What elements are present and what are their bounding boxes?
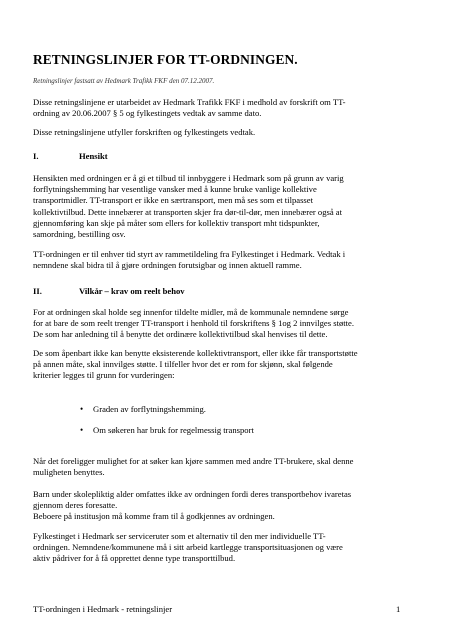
text-line: Barn under skolepliktig alder omfattes ikke av ordningen fordi deres transportbehov ivaretas (33, 489, 352, 499)
text-line: ordning av 20.06.2007 § 5 og fylkestingets vedtak av samme dato. (33, 108, 262, 119)
text-line: De som har anledning til å benytte det ordinære kollektivtilbud skal henvises til dette. (33, 329, 328, 340)
list-item (80, 425, 254, 435)
text-line: gjennom deres foresatte. (33, 500, 118, 511)
section-2-paragraph-5 (33, 531, 399, 565)
text-line: gjennomføring kan skje på måter som ellers for kollektiv transport mht tidspunkter, (33, 217, 320, 228)
list-item-text: Om søkeren har bruk for regelmessig transport (93, 425, 254, 435)
section-1-paragraph-2 (33, 249, 399, 271)
section-number: II. (33, 286, 42, 296)
page-number: 1 (396, 604, 401, 614)
section-2-paragraph-4 (33, 489, 399, 523)
text-line: forflytningshemming har vesentlige vansker med å kunne bruke vanlige kollektive (33, 184, 317, 195)
intro-paragraph-1 (33, 97, 399, 119)
section-2-paragraph-2 (33, 348, 399, 382)
text-line: ordningen. Nemndene/kommunene må i sitt arbeid kartlegge transportsituasjonen og være (33, 542, 343, 553)
text-line: muligheten benyttes. (33, 467, 105, 478)
bullet-icon: • (80, 404, 84, 414)
intro-paragraph-2 (33, 127, 399, 138)
section-2-paragraph-1 (33, 307, 399, 341)
section-1-paragraph-1 (33, 173, 399, 240)
text-line: samordning, bestilling osv. (33, 229, 126, 240)
text-line: aktiv pådriver for å få opprettet denne type transporttilbud. (33, 553, 236, 564)
document-title: RETNINGSLINJER FOR TT-ORDNINGEN. (33, 52, 298, 67)
list-item-text: Graden av forflytningshemming. (93, 404, 206, 414)
text-line: TT-ordningen er til enhver tid styrt av rammetildeling fra Fylkestinget i Hedmark. Vedtak i (33, 249, 346, 259)
text-line: transportmidler. TT-transport er ikke en særtransport, men må ses som et tilpasset (33, 195, 313, 206)
text-line: nemndene skal bidra til å gjøre ordningen forutsigbar og innen aktuell ramme. (33, 260, 302, 271)
section-2-heading (33, 286, 185, 296)
section-title: Vilkår – krav om reelt behov (79, 286, 185, 296)
text-line: Beboere på institusjon må komme fram til å godkjennes av ordningen. (33, 511, 275, 522)
footer-text: TT-ordningen i Hedmark - retningslinjer (33, 604, 173, 614)
text-line: Når det foreligger mulighet for at søker kan kjøre sammen med andre TT-brukere, skal denne (33, 456, 354, 466)
text-line: på annen måte, skal innvilges støtte. I tilfeller hvor det er rom for skjønn, skal følgende (33, 359, 333, 370)
text-line: kriterier legges til grunn for vurderingen: (33, 370, 175, 381)
text-line: Hensikten med ordningen er å gi et tilbud til innbyggere i Hedmark som på grunn av varig (33, 173, 344, 183)
section-number: I. (33, 151, 39, 161)
text-line: kollektivtilbud. Dette innebærer at transporten skjer fra dør-til-dør, men innebærer også at (33, 206, 343, 217)
list-item (80, 404, 206, 414)
text-line: for at bare de som reelt trenger TT-transport i henhold til forskriftens § 1og 2 innvilges støtte. (33, 318, 354, 329)
section-1-heading (33, 151, 108, 161)
section-2-paragraph-3 (33, 456, 399, 478)
section-title: Hensikt (79, 151, 108, 161)
text-line: Fylkestinget i Hedmark ser serviceruter som et alternativ til den mer individuelle TT- (33, 531, 326, 541)
document-subtitle: Retningslinjer fastsatt av Hedmark Trafikk FKF den 07.12.2007. (33, 77, 215, 85)
text-line: De som åpenbart ikke kan benytte eksisterende kollektivtransport, eller ikke får transportstøtte (33, 348, 358, 358)
text-line: Disse retningslinjene utfyller forskriften og fylkestingets vedtak. (33, 127, 256, 137)
text-line: For at ordningen skal holde seg innenfor tildelte midler, må de kommunale nemndene sørge (33, 307, 349, 317)
bullet-icon: • (80, 425, 84, 435)
text-line: Disse retningslinjene er utarbeidet av Hedmark Trafikk FKF i medhold av forskrift om TT- (33, 97, 346, 107)
